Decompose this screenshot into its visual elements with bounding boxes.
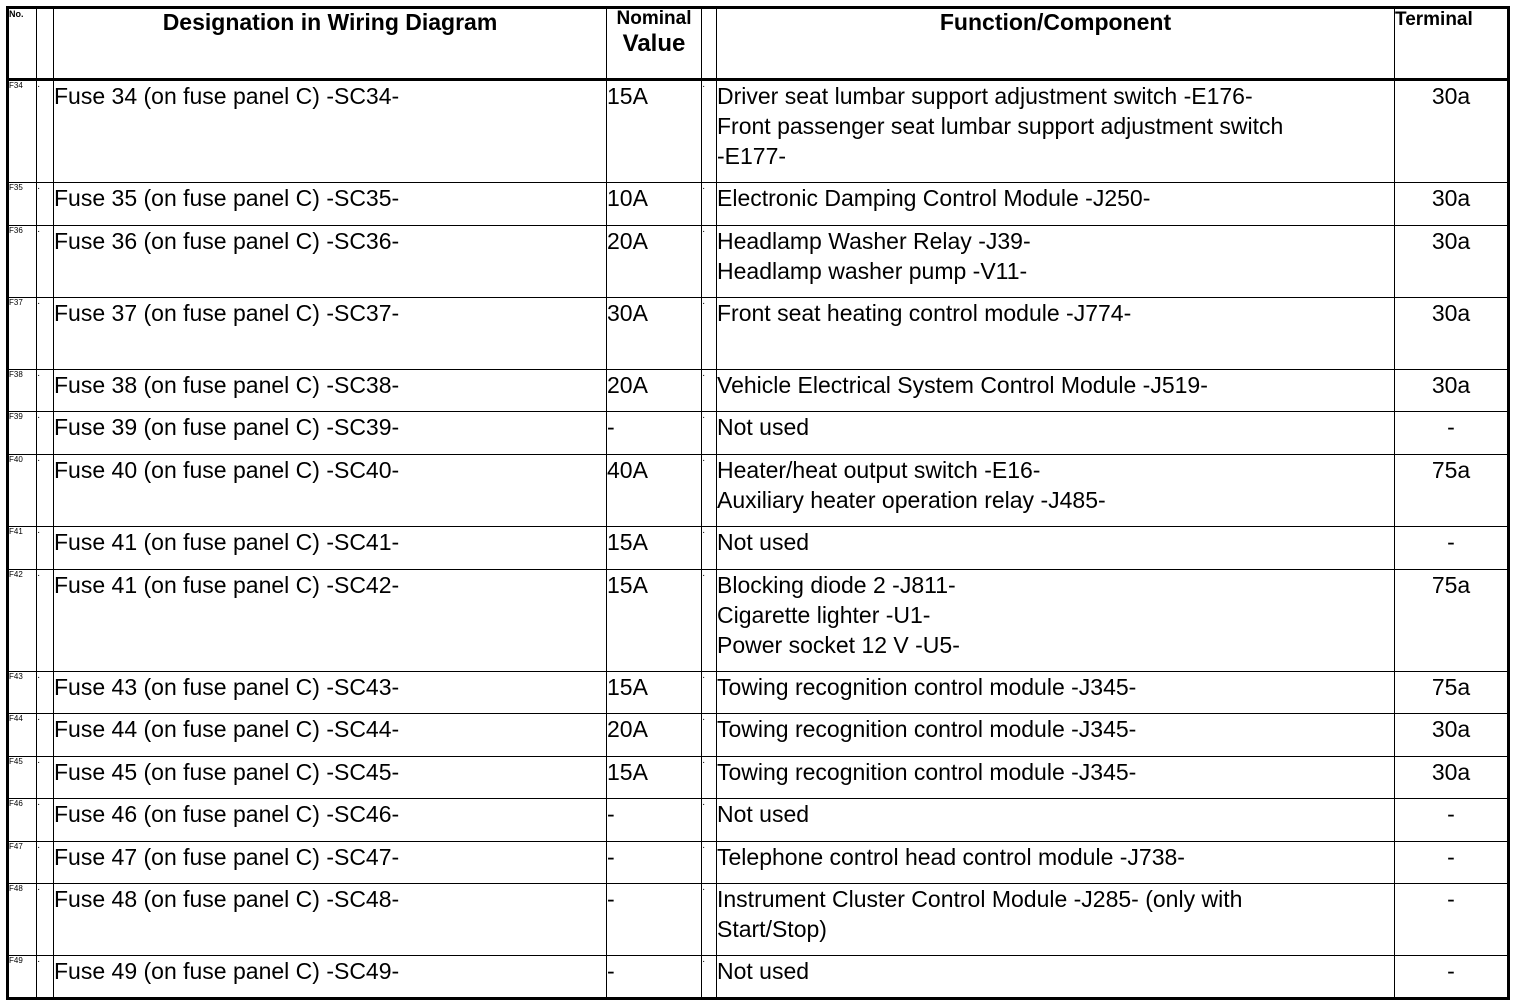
marker-cell: · bbox=[702, 80, 717, 183]
marker-cell: · bbox=[37, 672, 54, 714]
designation-cell: Fuse 49 (on fuse panel C) -SC49- bbox=[54, 956, 607, 999]
fuse-number-cell: F48 bbox=[8, 884, 37, 956]
table-row bbox=[8, 842, 1509, 884]
terminal-cell: - bbox=[1395, 956, 1509, 999]
header-designation: Designation in Wiring Diagram bbox=[54, 8, 607, 80]
nominal-value-cell: 15A bbox=[607, 672, 702, 714]
header-nominal-line1: Nominal bbox=[616, 8, 692, 29]
nominal-value-cell: 15A bbox=[607, 527, 702, 570]
function-line: Electronic Damping Control Module -J250- bbox=[717, 185, 1151, 211]
function-cell bbox=[717, 884, 1395, 956]
function-line: Power socket 12 V -U5- bbox=[717, 632, 960, 658]
terminal-cell: 75a bbox=[1395, 672, 1509, 714]
marker-cell: · bbox=[37, 570, 54, 672]
terminal-cell: 30a bbox=[1395, 298, 1509, 370]
function-cell bbox=[717, 527, 1395, 570]
designation-cell: Fuse 35 (on fuse panel C) -SC35- bbox=[54, 183, 607, 226]
fuse-number-cell: F36 bbox=[8, 226, 37, 298]
marker-cell: · bbox=[37, 298, 54, 370]
nominal-value-cell: - bbox=[607, 884, 702, 956]
function-line: Blocking diode 2 -J811- bbox=[717, 572, 956, 598]
designation-cell: Fuse 34 (on fuse panel C) -SC34- bbox=[54, 80, 607, 183]
marker-cell: · bbox=[702, 757, 717, 799]
marker-cell: · bbox=[702, 799, 717, 842]
header-function: Function/Component bbox=[717, 8, 1395, 80]
marker-cell: · bbox=[702, 884, 717, 956]
function-cell bbox=[717, 757, 1395, 799]
nominal-value-cell: 15A bbox=[607, 80, 702, 183]
nominal-value-cell: 20A bbox=[607, 226, 702, 298]
nominal-value-cell: - bbox=[607, 799, 702, 842]
fuse-number-cell: F44 bbox=[8, 714, 37, 757]
function-cell bbox=[717, 714, 1395, 757]
designation-cell: Fuse 48 (on fuse panel C) -SC48- bbox=[54, 884, 607, 956]
marker-cell: · bbox=[37, 370, 54, 412]
function-cell bbox=[717, 370, 1395, 412]
marker-cell: · bbox=[37, 799, 54, 842]
marker-cell: · bbox=[37, 956, 54, 999]
header-spacer bbox=[37, 8, 54, 80]
function-line: Cigarette lighter -U1- bbox=[717, 602, 931, 628]
function-cell bbox=[717, 226, 1395, 298]
fuse-number-cell: F46 bbox=[8, 799, 37, 842]
fuse-number-cell: F45 bbox=[8, 757, 37, 799]
header-terminal: Terminal bbox=[1395, 8, 1509, 80]
nominal-value-cell: 20A bbox=[607, 714, 702, 757]
table-row bbox=[8, 80, 1509, 183]
function-line: -E177- bbox=[717, 143, 787, 169]
designation-cell: Fuse 41 (on fuse panel C) -SC41- bbox=[54, 527, 607, 570]
marker-cell: · bbox=[37, 527, 54, 570]
header-row bbox=[8, 8, 1509, 80]
terminal-cell: 30a bbox=[1395, 714, 1509, 757]
designation-cell: Fuse 47 (on fuse panel C) -SC47- bbox=[54, 842, 607, 884]
function-line: Not used bbox=[717, 414, 810, 440]
table-row bbox=[8, 412, 1509, 455]
function-cell bbox=[717, 842, 1395, 884]
marker-cell: · bbox=[37, 884, 54, 956]
marker-cell: · bbox=[702, 183, 717, 226]
marker-cell: · bbox=[37, 714, 54, 757]
header-nominal-value bbox=[607, 8, 702, 80]
marker-cell: · bbox=[702, 370, 717, 412]
marker-cell: · bbox=[702, 842, 717, 884]
marker-cell: · bbox=[37, 412, 54, 455]
fuse-number-cell: F47 bbox=[8, 842, 37, 884]
nominal-value-cell: 10A bbox=[607, 183, 702, 226]
function-cell bbox=[717, 570, 1395, 672]
marker-cell: · bbox=[37, 226, 54, 298]
marker-cell: · bbox=[702, 672, 717, 714]
table-row bbox=[8, 183, 1509, 226]
function-line: Front passenger seat lumbar support adjustment switch bbox=[717, 113, 1284, 139]
nominal-value-cell: - bbox=[607, 412, 702, 455]
terminal-cell: - bbox=[1395, 799, 1509, 842]
terminal-cell: 30a bbox=[1395, 370, 1509, 412]
designation-cell: Fuse 41 (on fuse panel C) -SC42- bbox=[54, 570, 607, 672]
table-row bbox=[8, 672, 1509, 714]
marker-cell: · bbox=[37, 80, 54, 183]
function-cell bbox=[717, 412, 1395, 455]
function-line: Not used bbox=[717, 529, 810, 555]
table-row bbox=[8, 799, 1509, 842]
terminal-cell: 75a bbox=[1395, 455, 1509, 527]
header-nominal-line2: Value bbox=[622, 30, 686, 57]
fuse-table bbox=[6, 6, 1510, 1000]
table-row bbox=[8, 570, 1509, 672]
marker-cell: · bbox=[37, 842, 54, 884]
function-line: Not used bbox=[717, 958, 810, 984]
function-line: Not used bbox=[717, 801, 810, 827]
table-row bbox=[8, 298, 1509, 370]
table-row bbox=[8, 884, 1509, 956]
fuse-number-cell: F35 bbox=[8, 183, 37, 226]
fuse-number-cell: F38 bbox=[8, 370, 37, 412]
marker-cell: · bbox=[702, 714, 717, 757]
terminal-cell: 30a bbox=[1395, 226, 1509, 298]
designation-cell: Fuse 40 (on fuse panel C) -SC40- bbox=[54, 455, 607, 527]
function-cell bbox=[717, 799, 1395, 842]
function-line: Vehicle Electrical System Control Module -J519- bbox=[717, 372, 1208, 398]
function-line: Telephone control head control module -J738- bbox=[717, 844, 1185, 870]
terminal-cell: - bbox=[1395, 842, 1509, 884]
marker-cell: · bbox=[37, 757, 54, 799]
designation-cell: Fuse 45 (on fuse panel C) -SC45- bbox=[54, 757, 607, 799]
terminal-cell: 75a bbox=[1395, 570, 1509, 672]
table-row bbox=[8, 956, 1509, 999]
designation-cell: Fuse 44 (on fuse panel C) -SC44- bbox=[54, 714, 607, 757]
nominal-value-cell: 20A bbox=[607, 370, 702, 412]
designation-cell: Fuse 39 (on fuse panel C) -SC39- bbox=[54, 412, 607, 455]
function-line: Towing recognition control module -J345- bbox=[717, 674, 1137, 700]
function-cell bbox=[717, 672, 1395, 714]
header-no: No. bbox=[8, 8, 37, 80]
marker-cell: · bbox=[702, 956, 717, 999]
marker-cell: · bbox=[702, 412, 717, 455]
terminal-cell: - bbox=[1395, 527, 1509, 570]
table-row bbox=[8, 455, 1509, 527]
nominal-value-cell: 15A bbox=[607, 570, 702, 672]
header-spacer-2 bbox=[702, 8, 717, 80]
function-line: Front seat heating control module -J774- bbox=[717, 300, 1132, 326]
table-row bbox=[8, 714, 1509, 757]
nominal-value-cell: 15A bbox=[607, 757, 702, 799]
function-line: Instrument Cluster Control Module -J285- (only with bbox=[717, 886, 1243, 912]
table-row bbox=[8, 527, 1509, 570]
marker-cell: · bbox=[702, 298, 717, 370]
function-line: Towing recognition control module -J345- bbox=[717, 759, 1137, 785]
table-row bbox=[8, 757, 1509, 799]
fuse-number-cell: F43 bbox=[8, 672, 37, 714]
table-row bbox=[8, 370, 1509, 412]
fuse-number-cell: F49 bbox=[8, 956, 37, 999]
marker-cell: · bbox=[702, 570, 717, 672]
function-cell bbox=[717, 956, 1395, 999]
function-cell bbox=[717, 298, 1395, 370]
designation-cell: Fuse 36 (on fuse panel C) -SC36- bbox=[54, 226, 607, 298]
fuse-number-cell: F41 bbox=[8, 527, 37, 570]
function-line: Driver seat lumbar support adjustment switch -E176- bbox=[717, 83, 1253, 109]
terminal-cell: 30a bbox=[1395, 757, 1509, 799]
designation-cell: Fuse 43 (on fuse panel C) -SC43- bbox=[54, 672, 607, 714]
table-row bbox=[8, 226, 1509, 298]
terminal-cell: 30a bbox=[1395, 183, 1509, 226]
function-cell bbox=[717, 80, 1395, 183]
function-line: Auxiliary heater operation relay -J485- bbox=[717, 487, 1106, 513]
fuse-number-cell: F40 bbox=[8, 455, 37, 527]
function-cell bbox=[717, 183, 1395, 226]
marker-cell: · bbox=[37, 183, 54, 226]
nominal-value-cell: - bbox=[607, 842, 702, 884]
terminal-cell: - bbox=[1395, 412, 1509, 455]
designation-cell: Fuse 37 (on fuse panel C) -SC37- bbox=[54, 298, 607, 370]
fuse-rows bbox=[8, 80, 1509, 999]
function-cell bbox=[717, 455, 1395, 527]
fuse-number-cell: F37 bbox=[8, 298, 37, 370]
marker-cell: · bbox=[702, 455, 717, 527]
marker-cell: · bbox=[702, 226, 717, 298]
function-line: Towing recognition control module -J345- bbox=[717, 716, 1137, 742]
fuse-number-cell: F42 bbox=[8, 570, 37, 672]
fuse-number-cell: F39 bbox=[8, 412, 37, 455]
function-line: Heater/heat output switch -E16- bbox=[717, 457, 1041, 483]
nominal-value-cell: 30A bbox=[607, 298, 702, 370]
function-line: Headlamp Washer Relay -J39- bbox=[717, 228, 1031, 254]
terminal-cell: 30a bbox=[1395, 80, 1509, 183]
nominal-value-cell: 40A bbox=[607, 455, 702, 527]
designation-cell: Fuse 38 (on fuse panel C) -SC38- bbox=[54, 370, 607, 412]
function-line: Headlamp washer pump -V11- bbox=[717, 258, 1028, 284]
fuse-number-cell: F34 bbox=[8, 80, 37, 183]
designation-cell: Fuse 46 (on fuse panel C) -SC46- bbox=[54, 799, 607, 842]
nominal-value-cell: - bbox=[607, 956, 702, 999]
terminal-cell: - bbox=[1395, 884, 1509, 956]
marker-cell: · bbox=[702, 527, 717, 570]
function-line: Start/Stop) bbox=[717, 916, 827, 942]
marker-cell: · bbox=[37, 455, 54, 527]
